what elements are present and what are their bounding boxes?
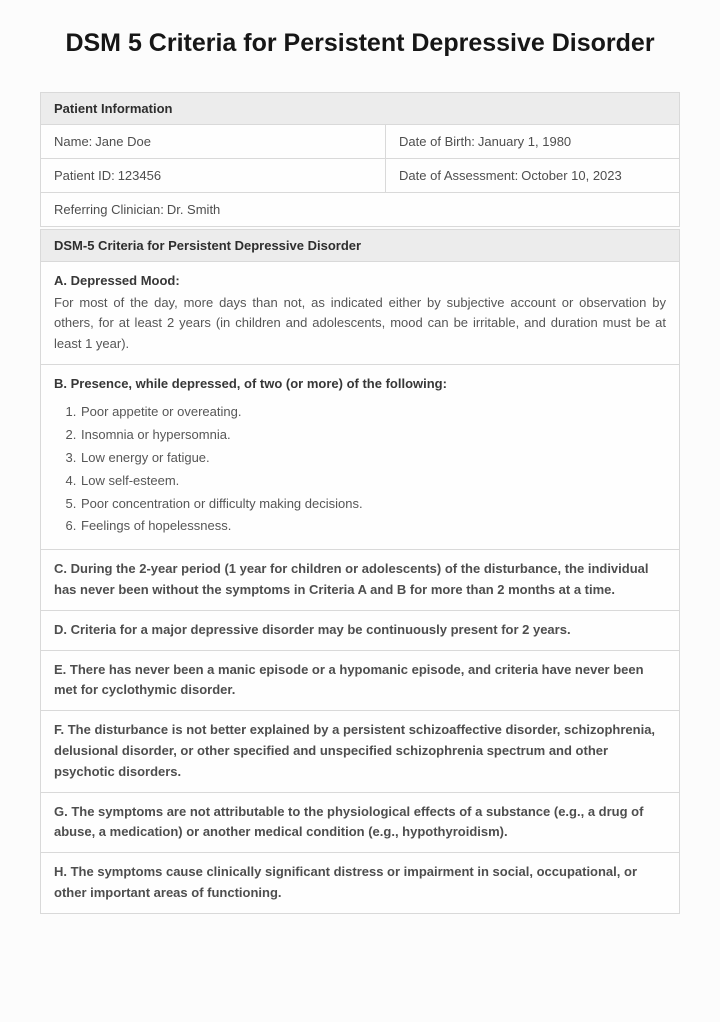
criterion-a-heading: A. Depressed Mood: bbox=[54, 272, 180, 288]
list-item: 6. Feelings of hopelessness. bbox=[80, 517, 666, 536]
list-item: 1. Poor appetite or overeating. bbox=[80, 403, 666, 422]
document-page bbox=[0, 26, 720, 1022]
table-row bbox=[41, 124, 680, 158]
list-item: 5. Poor concentration or difficulty making decisions. bbox=[80, 495, 666, 514]
clinician-label: Referring Clinician: bbox=[54, 201, 164, 217]
criterion-a-body: For most of the day, more days than not, as indicated either by subjective account or observation by others, for at least 2 years (in children and adolescents, mood can be irritable, and duration must be at least 1 year). bbox=[54, 294, 666, 352]
patient-id-label: Patient ID: bbox=[54, 167, 115, 183]
criteria-header-row bbox=[41, 229, 680, 261]
field-date-of-birth bbox=[386, 124, 680, 158]
table-row bbox=[41, 192, 680, 226]
page-title: DSM 5 Criteria for Persistent Depressive Disorder bbox=[65, 29, 655, 57]
criterion-row-d bbox=[41, 610, 680, 650]
criterion-c: C. During the 2-year period (1 year for children or adolescents) of the disturbance, the individual has never been without the symptoms in Criteria A and B for more than 2 months at a time. bbox=[41, 550, 680, 611]
criterion-b-heading: B. Presence, while depressed, of two (or more) of the following: bbox=[54, 376, 447, 392]
document-body bbox=[0, 26, 720, 914]
dob-value: January 1, 1980 bbox=[477, 133, 572, 149]
name-label: Name: bbox=[54, 133, 93, 149]
criterion-e: E. There has never been a manic episode or a hypomanic episode, and criteria have never been met for cyclothymic disorder. bbox=[41, 650, 680, 711]
assessment-date-value: October 10, 2023 bbox=[521, 167, 622, 183]
criterion-d: D. Criteria for a major depressive disorder may be continuously present for 2 years. bbox=[41, 610, 680, 650]
patient-info-table bbox=[40, 92, 680, 227]
criterion-row-b bbox=[41, 365, 680, 550]
patient-id-value: 123456 bbox=[117, 167, 162, 183]
criterion-row-f bbox=[41, 711, 680, 792]
field-assessment-date bbox=[386, 158, 680, 192]
table-row bbox=[41, 158, 680, 192]
criterion-row-h bbox=[41, 853, 680, 914]
criterion-h: H. The symptoms cause clinically significant distress or impairment in social, occupational, or other important areas of functioning. bbox=[41, 853, 680, 914]
criterion-row-a bbox=[41, 261, 680, 365]
criterion-g: G. The symptoms are not attributable to the physiological effects of a substance (e.g., a drug of abuse, a medication) or another medical condition (e.g., hypothyroidism). bbox=[41, 792, 680, 853]
criterion-row-c bbox=[41, 550, 680, 611]
name-value: Jane Doe bbox=[95, 133, 151, 149]
field-referring-clinician bbox=[41, 192, 680, 226]
list-item: 2. Insomnia or hypersomnia. bbox=[80, 426, 666, 445]
dob-label: Date of Birth: bbox=[399, 133, 475, 149]
field-name bbox=[41, 124, 386, 158]
symptom-list bbox=[54, 403, 666, 536]
criteria-table bbox=[40, 229, 680, 914]
patient-info-header-row bbox=[41, 92, 680, 124]
clinician-value: Dr. Smith bbox=[166, 201, 221, 217]
criteria-header: DSM-5 Criteria for Persistent Depressive Disorder bbox=[41, 229, 680, 261]
criterion-f: F. The disturbance is not better explained by a persistent schizoaffective disorder, schizophrenia, delusional disorder, or other specified and unspecified schizophrenia spectrum and other psychotic disorders. bbox=[41, 711, 680, 792]
field-patient-id bbox=[41, 158, 386, 192]
assessment-date-label: Date of Assessment: bbox=[399, 167, 519, 183]
criterion-row-g bbox=[41, 792, 680, 853]
patient-info-header: Patient Information bbox=[41, 92, 680, 124]
list-item: 3. Low energy or fatigue. bbox=[80, 449, 666, 468]
criterion-a bbox=[41, 261, 680, 365]
list-item: 4. Low self-esteem. bbox=[80, 472, 666, 491]
criterion-row-e bbox=[41, 650, 680, 711]
criterion-b bbox=[41, 365, 680, 550]
